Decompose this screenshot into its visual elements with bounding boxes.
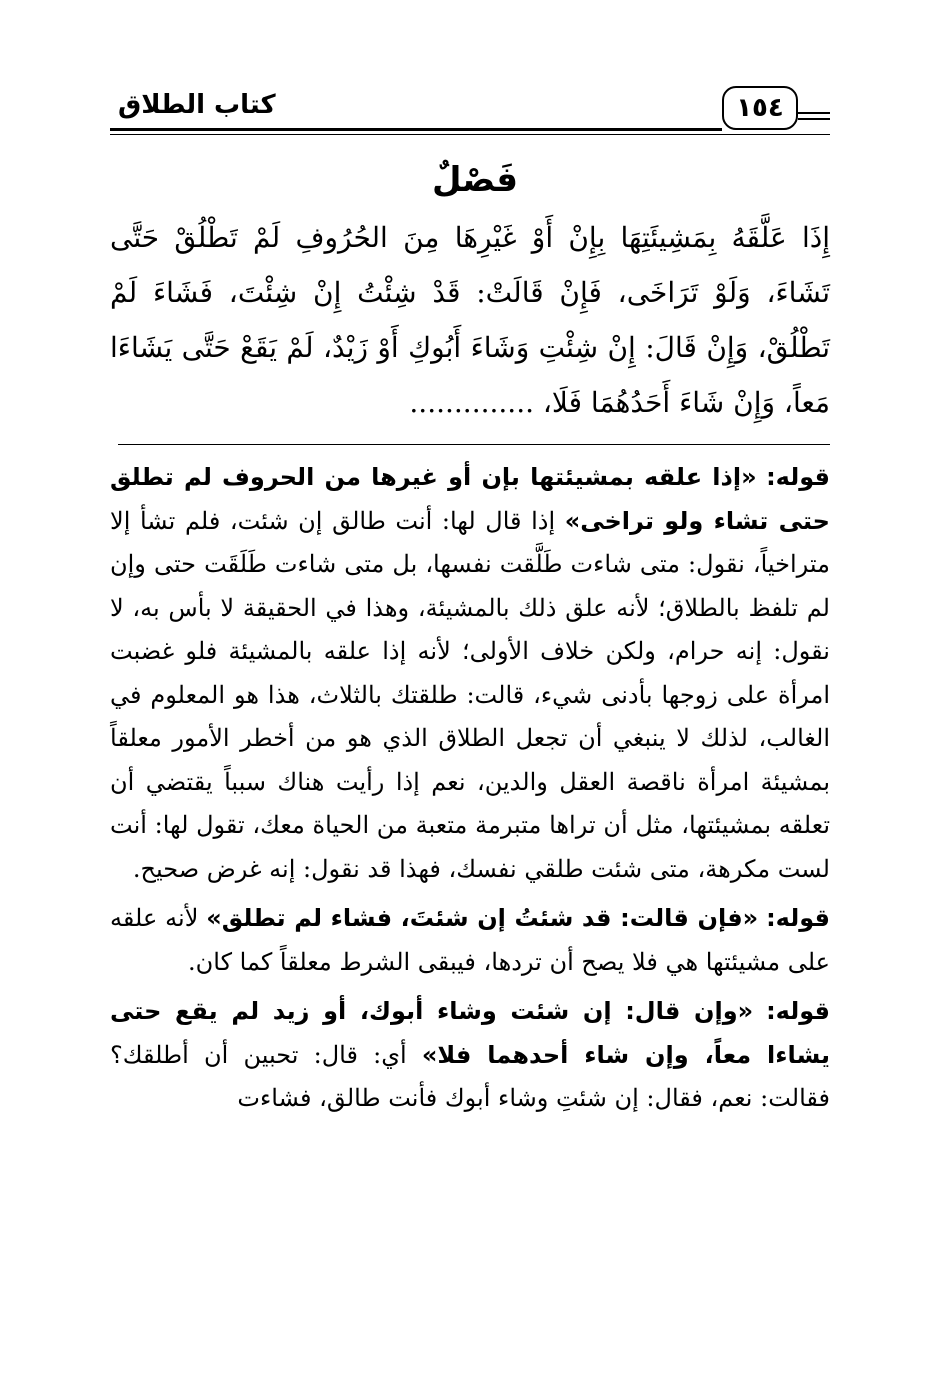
- commentary-paragraph: [110, 456, 830, 891]
- commentary: [110, 456, 830, 1127]
- commentary-paragraph: [110, 897, 830, 984]
- header-rule: [110, 128, 722, 131]
- section-title: فَصْلٌ: [431, 160, 519, 200]
- text-divider: [118, 444, 830, 445]
- commentary-text: لأنه علقه على مشيئتها هي فلا يصح أن تردها، فيبقى الشرط معلقاً كما كان.: [110, 904, 830, 976]
- matn-quote: «وإن قال: إن شئت وشاء أبوك، أو زيد لم يقع حتى يشاءا معاً، وإن شاء أحدهما فلا»: [110, 997, 830, 1069]
- commentary-label: قوله:: [766, 463, 830, 491]
- matn-quote: «فإن قالت: قد شئتُ إن شئتَ، فشاء لم تطلق»: [206, 904, 759, 932]
- commentary-paragraph: [110, 990, 830, 1121]
- header-rule-thin: [110, 134, 830, 135]
- commentary-text: إذا قال لها: أنت طالق إن شئت، فلم تشأ إلا متراخياً، نقول: متى شاءت طَلَّقت نفسها، بل متى شاءت طَلَقَت حتى وإن لم تلفظ بالطلاق؛ لأنه علق ذلك بالمشيئة، وهذا في الحقيقة لا بأس به، لا نقول: إنه حرام، ولكن خلاف الأولى؛ لأنه إذا علقه بالمشيئة فلو غضبت امرأة على زوجها بأدنى شيء، قالت: طلقتك بالثلاث، هذا هو المعلوم في الغالب، لذلك لا ينبغي أن تجعل الطلاق الذي هو من أخطر الأمور معلقاً بمشيئة امرأة ناقصة العقل والدين، نعم إذا رأيت هناك سبباً يقتضي أن تعلقه بمشيئتها، مثل أن تراها متبرمة متعبة من الحياة معك، تقول لها: أنت لست مكرهة، متى شئت طلقي نفسك، فهذا قد نقول: إنه غرض صحيح.: [110, 506, 831, 883]
- page-header: [110, 82, 830, 144]
- header-rule-right: [798, 112, 830, 114]
- matn-text: إِذَا عَلَّقَهُ بِمَشِيئَتِهَا بِإِنْ أَوْ غَيْرِهَا مِنَ الحُرُوفِ لَمْ تَطْلُقْ حَتَّى تَشَاءَ، وَلَوْ تَرَاخَى، فَإِنْ قَالَتْ: قَدْ شِئْتُ إِنْ شِئْتَ، فَشَاءَ لَمْ تَطْلُقْ، وَإِنْ قَالَ: إِنْ شِئْتِ وَشَاءَ أَبُوكِ أَوْ زَيْدٌ، لَمْ يَقَعْ حَتَّى يَشَاءَا مَعاً، وَإِنْ شَاءَ أَحَدُهُمَا فَلَا، ..............: [110, 221, 830, 419]
- running-title: كتاب الطلاق: [118, 90, 276, 120]
- commentary-label: قوله:: [766, 997, 830, 1025]
- matn-quote: «إذا علقه بمشيئتها بإن أو غيرها من الحروف لم تطلق حتى تشاء ولو تراخى»: [110, 463, 830, 535]
- page-number: ١٥٤: [722, 86, 798, 130]
- header-rule-right-2: [798, 118, 830, 120]
- commentary-text: أي: قال: تحبين أن أطلقك؟ فقالت: نعم، فقال: إن شئتِ وشاء أبوك فأنت طالق، فشاءت: [110, 1040, 830, 1112]
- commentary-label: قوله:: [766, 904, 830, 932]
